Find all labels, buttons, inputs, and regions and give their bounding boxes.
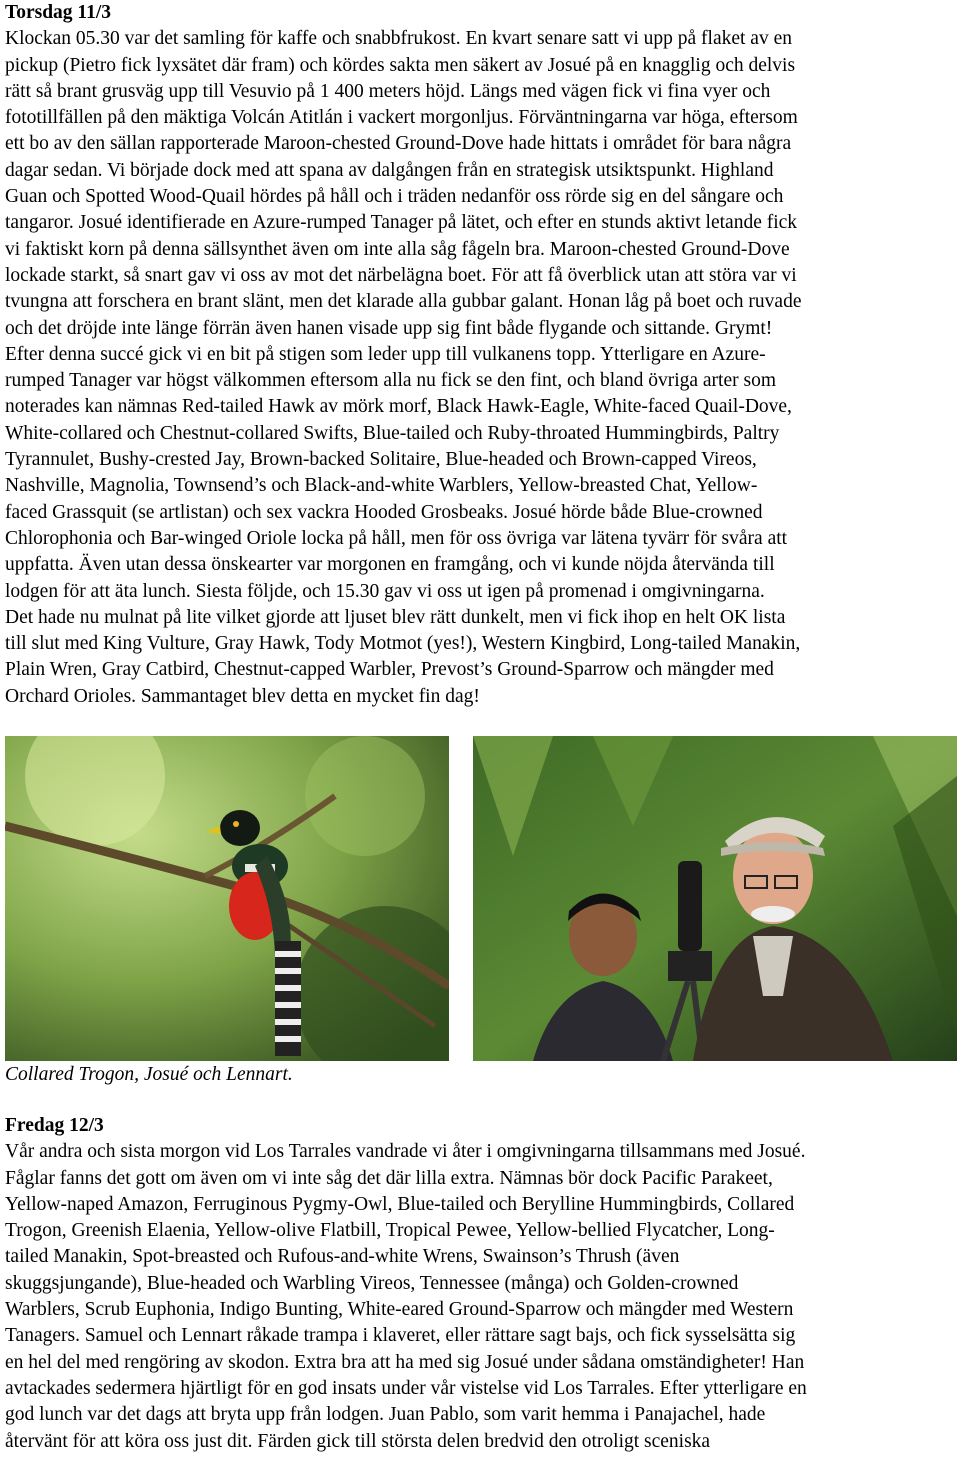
text-line: rätt så brant grusväg upp till Vesuvio på 1 400 meters höjd. Längs med vägen fick vi fina vyer och bbox=[5, 80, 771, 102]
text-line: och det dröjde inte länge förrän även hanen visade upp sig fint både flygande och sittande. Grymt! bbox=[5, 317, 773, 339]
text-line: Tyrannulet, Bushy-crested Jay, Brown-backed Solitaire, Blue-headed och Brown-capped Vireos, bbox=[5, 449, 757, 471]
text-line: fototillfällen på den mäktiga Volcán Atitlán i vackert morgonljus. Förväntningarna var höga, eftersom bbox=[5, 107, 798, 129]
text-line: noterades kan nämnas Red-tailed Hawk av mörk morf, Black Hawk-Eagle, White-faced Quail-Dove, bbox=[5, 396, 792, 418]
text-line: Chlorophonia och Bar-winged Oriole locka på håll, men för oss övriga var lätena tyvärr för svåra att bbox=[5, 527, 788, 549]
text-line: ett bo av den sällan rapporterade Maroon-chested Ground-Dove hade hittats i området för bara några bbox=[5, 133, 792, 155]
text-line: tangaror. Josué identifierade en Azure-rumped Tanager på lätet, och efter en stunds aktivt letande fick bbox=[5, 212, 798, 234]
text-line: faced Grassquit (se artlistan) och sex vackra Hooded Grosbeaks. Josué hörde både Blue-crowned bbox=[5, 501, 763, 523]
document-page bbox=[5, 0, 955, 1452]
text-line: till slut med King Vulture, Gray Hawk, Tody Motmot (yes!), Western Kingbird, Long-tailed Manakin, bbox=[5, 633, 801, 655]
photo-row bbox=[5, 736, 955, 1061]
text-line: White-collared och Chestnut-collared Swifts, Blue-tailed och Ruby-throated Hummingbirds, Paltry bbox=[5, 422, 780, 444]
text-line: återvänt för att köra oss just dit. Färden gick till största delen bredvid den otroligt sceniska bbox=[5, 1430, 711, 1452]
day1-body bbox=[5, 26, 955, 710]
text-line: vi faktiskt korn på denna sällsynthet även om inte alla såg fågeln bra. Maroon-chested Ground-Dove bbox=[5, 238, 790, 260]
day2-section bbox=[5, 1113, 957, 1455]
text-line: pickup (Pietro fick lyxsätet där fram) och kördes sakta men säkert av Josué på en knagglig och delvis bbox=[5, 54, 796, 76]
photo-caption: Collared Trogon, Josué och Lennart. bbox=[5, 1064, 293, 1085]
text-line: Yellow-naped Amazon, Ferruginous Pygmy-Owl, Blue-tailed och Berylline Hummingbirds, Collared bbox=[5, 1193, 795, 1215]
josue-and-lennart-photo bbox=[473, 736, 957, 1061]
text-line: god lunch var det dags att bryta upp från lodgen. Juan Pablo, som varit hemma i Panajachel, hade bbox=[5, 1404, 766, 1426]
text-line: Efter denna succé gick vi en bit på stigen som leder upp till vulkanens topp. Ytterligare en Azure- bbox=[5, 343, 766, 365]
text-line: dagar sedan. Vi började dock med att spana av dalgången från en strategisk utsiktspunkt. Highland bbox=[5, 159, 774, 181]
day1-heading: Torsdag 11/3 bbox=[5, 2, 112, 23]
day2-heading: Fredag 12/3 bbox=[5, 1115, 104, 1136]
text-line: Tanagers. Samuel och Lennart råkade trampa i klaveret, eller rättare sagt bajs, och fick sysselsätta sig bbox=[5, 1325, 796, 1347]
text-line: uppfatta. Även utan dessa önskearter var morgonen en framgång, och vi kunde nöjda återvända till bbox=[5, 554, 775, 576]
text-line: lodgen för att äta lunch. Siesta följde, och 15.30 gav vi oss ut igen på promenad i omgivningarna. bbox=[5, 580, 765, 602]
text-line: Nashville, Magnolia, Townsend’s och Black-and-white Warblers, Yellow-breasted Chat, Yellow- bbox=[5, 475, 758, 497]
text-line: Fåglar fanns det gott om även om vi inte såg det där lilla extra. Nämnas bör dock Pacific Parakeet, bbox=[5, 1167, 773, 1189]
text-line: en hel del med rengöring av skodon. Extra bra att ha med sig Josué under sådana omständigheter! Han bbox=[5, 1351, 805, 1373]
text-line: tailed Manakin, Spot-breasted och Rufous-and-white Wrens, Swainson’s Thrush (även bbox=[5, 1246, 680, 1268]
text-line: Klockan 05.30 var det samling för kaffe och snabbfrukost. En kvart senare satt vi upp på flaket av en bbox=[5, 28, 792, 50]
text-line: avtackades sedermera hjärtligt för en god insats under vår vistelse vid Los Tarrales. Efter ytterligare en bbox=[5, 1377, 807, 1399]
text-line: Orchard Orioles. Sammantaget blev detta en mycket fin dag! bbox=[5, 685, 480, 707]
day1-section bbox=[5, 0, 955, 710]
collared-trogon-photo bbox=[5, 736, 449, 1061]
text-line: Plain Wren, Gray Catbird, Chestnut-capped Warbler, Prevost’s Ground-Sparrow och mängder med bbox=[5, 659, 774, 681]
text-line: Warblers, Scrub Euphonia, Indigo Bunting, White-eared Ground-Sparrow och mängder med Western bbox=[5, 1299, 794, 1321]
text-line: Det hade nu mulnat på lite vilket gjorde att ljuset blev rätt dunkelt, men vi fick ihop en helt OK lista bbox=[5, 606, 786, 628]
text-line: tvungna att forschera en brant slänt, men det klarade alla gubbar galant. Honan låg på boet och ruvade bbox=[5, 291, 802, 313]
day2-body bbox=[5, 1139, 957, 1455]
text-line: Vår andra och sista morgon vid Los Tarrales vandrade vi åter i omgivningarna tillsammans med Josué. bbox=[5, 1141, 806, 1163]
text-line: rumped Tanager var högst välkommen eftersom alla nu fick se den fint, och bland övriga arter som bbox=[5, 370, 776, 392]
text-line: skuggsjungande), Blue-headed och Warbling Vireos, Tennessee (många) och Golden-crowned bbox=[5, 1272, 739, 1294]
text-line: Guan och Spotted Wood-Quail hördes på håll och i träden nedanför oss rörde sig en del sångare och bbox=[5, 186, 784, 208]
text-line: lockade starkt, så snart gav vi oss av mot det närbelägna boet. För att få överblick utan att störa var vi bbox=[5, 264, 797, 286]
text-line: Trogon, Greenish Elaenia, Yellow-olive Flatbill, Tropical Pewee, Yellow-bellied Flycatcher, Long- bbox=[5, 1220, 775, 1242]
